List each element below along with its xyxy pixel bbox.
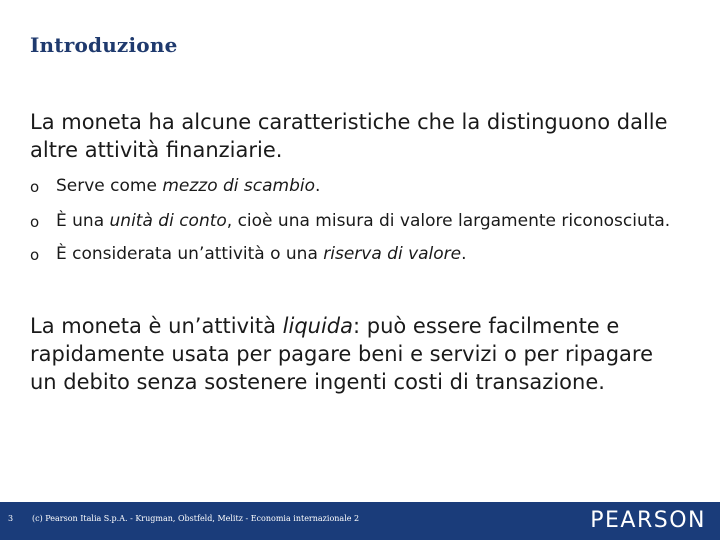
- page-number: 3: [8, 514, 14, 523]
- liquidity-text: : può essere facilmente e rapidamente usata per pagare beni e servizi o per ripagare un debito senza sostenere ingenti costi di transazione.: [30, 314, 653, 394]
- bullet-text: .: [461, 244, 467, 264]
- bullet-text: , cioè una misura di valore largamente riconosciuta.: [226, 211, 671, 231]
- bullet-item-store-of-value: [30, 244, 690, 265]
- footer-bar: [0, 502, 720, 540]
- intro-paragraph: La moneta ha alcune caratteristiche che la distinguono dalle altre attività finanziarie.: [30, 110, 668, 162]
- bullet-marker: o: [30, 246, 40, 264]
- bullet-list: [30, 176, 690, 279]
- pearson-logo: PEARSON: [590, 508, 706, 533]
- bullet-text: È una: [56, 211, 110, 231]
- copyright-text: (c) Pearson Italia S.p.A. - Krugman, Obstfeld, Melitz - Economia internazionale 2: [32, 514, 360, 523]
- bullet-item-unit-of-account: [30, 211, 690, 232]
- liquidity-text: La moneta è un’attività: [30, 314, 283, 338]
- bullet-marker: o: [30, 178, 40, 196]
- bullet-text: È considerata un’attività o una: [56, 244, 324, 264]
- bullet-text: .: [315, 176, 321, 196]
- bullet-item-exchange: [30, 176, 690, 197]
- bullet-text: Serve come: [56, 176, 163, 196]
- liquidity-emphasis: liquida: [282, 314, 353, 338]
- bullet-emphasis: mezzo di scambio: [162, 176, 316, 196]
- slide-title: Introduzione: [30, 33, 178, 57]
- bullet-emphasis: riserva di valore: [323, 244, 462, 264]
- bullet-emphasis: unità di conto: [109, 211, 227, 231]
- liquidity-paragraph: [30, 312, 680, 396]
- bullet-marker: o: [30, 213, 40, 231]
